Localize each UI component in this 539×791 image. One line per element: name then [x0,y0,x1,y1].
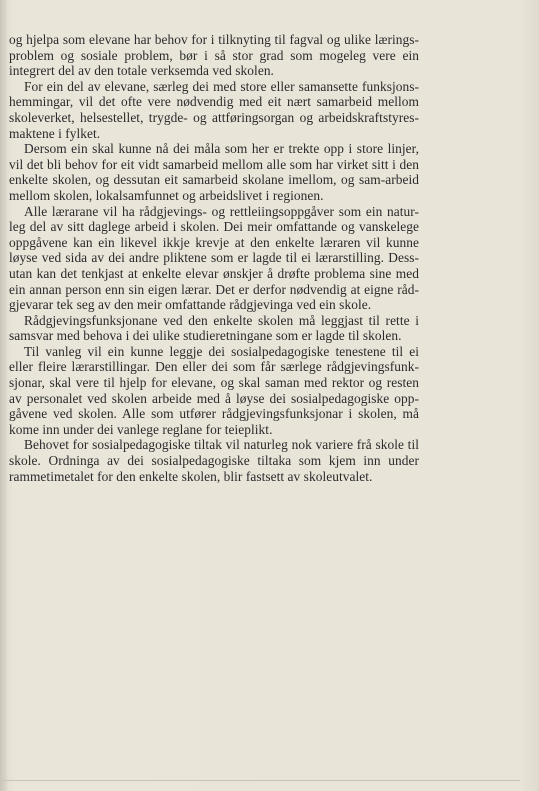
body-text [9,32,419,484]
page-bottom-edge [0,780,520,781]
page-spine-shadow [0,0,7,791]
paragraph-4: Alle lærarane vil ha rådgjevings- og rettleiingsoppgåver som ein natur-leg del av sitt daglege arbeid i skolen. Dei meir omfattande og vanskelege oppgåvene kan ein likevel ikkje krevje at den enkelte læraren vil kunne løyse ved sida av dei andre pliktene som er lagde til ei lærarstilling. Dess-utan kan det tenkjast at enkelte elevar ønskjer å drøfte problema sine med ein annan person enn sin eigen lærar. Det er derfor nødvendig at eigne råd-gjevarar tek seg av den meir omfattande rådgjevinga ved ein skole. [9,203,419,313]
paragraph-7: Behovet for sosialpedagogiske tiltak vil naturleg nok variere frå skole til skole. Ordninga av dei sosialpedagogiske tiltaka som kjem inn under rammetimetalet for den enkelte skolen, blir fastsett av skoleutvalet. [9,437,419,484]
paragraph-3: Dersom ein skal kunne nå dei måla som her er trekte opp i store linjer, vil det bli behov for eit vidt samarbeid mellom alle som har virket sitt i den enkelte skolen, og dessutan eit samarbeid skolane imellom, og sam-arbeid mellom skolen, lokalsamfunnet og arbeidslivet i regionen. [9,141,419,203]
paragraph-1: og hjelpa som elevane har behov for i tilknyting til fagval og ulike lærings-problem og sosiale problem, bør i så stor grad som mogeleg vere ein integrert del av den totale verksemda ved skolen. [9,32,419,79]
paragraph-5: Rådgjevingsfunksjonane ved den enkelte skolen må leggjast til rette i samsvar med behova i dei ulike studieretningane som er lagde til skolen. [9,312,419,344]
paragraph-2: For ein del av elevane, særleg dei med store eller samansette funksjons-hemmingar, vil det ofte vere nødvendig med eit nært samarbeid mellom skoleverket, helsestellet, trygde- og attføringsorgan og arbeidskraftstyres-maktene i fylket. [9,78,419,141]
paragraph-6: Til vanleg vil ein kunne leggje dei sosialpedagogiske tenestene til ei eller fleire lærarstillingar. Den eller dei som får særlege rådgjevingsfunk-sjonar, skal vere til hjelp for elevane, og skal saman med rektor og resten av personalet ved skolen arbeide med å løyse dei sosialpedagogiske opp-gåvene ved skolen. Alle som utfører rådgjevingsfunksjonar i skolen, må kome inn under dei vanlege reglane for teieplikt. [9,343,419,437]
